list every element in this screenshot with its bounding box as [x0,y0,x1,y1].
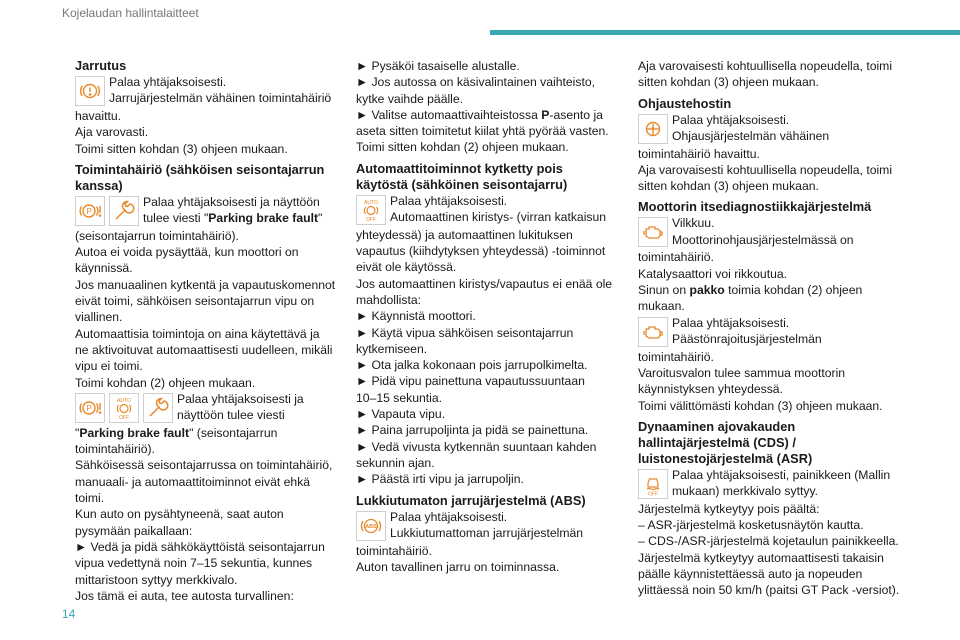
text-line: – ASR-järjestelmä kosketusnäytön kautta. [638,518,864,533]
text-line: (seisontajarrun toimintahäiriö). [75,228,239,243]
text-line: Palaa yhtäjaksoisesti. [672,315,790,330]
text-line: toimintahäiriö. [356,543,432,558]
text-line: havaittu. [75,109,122,123]
text-line: ► Vedä ja pidä sähkökäyttöistä seisontajarrun [75,539,325,554]
text-line: ► Pysäköi tasaiselle alustalle. [356,59,520,73]
brake-warning-icon [75,76,105,106]
text-line: Auton tavallinen jarru on toiminnassa. [356,559,560,574]
text-line: aseta sitten toimitetut kiilat yhtä pyörää vasten. [356,124,609,139]
text-line: sitten kohdan (3) ohjeen mukaan. [638,75,819,90]
text-line: toimi. [75,491,105,506]
parking-brake-fault-icon [75,393,105,423]
text-line: Jos tämä ei auta, tee autosta turvallinen: [75,588,294,603]
text-line: sitten kohdan (3) ohjeen mukaan. [638,179,819,194]
text-line: Järjestelmä kytkeytyy automaattisesti takaisin [638,550,884,565]
text-line: Katalysaattori voi rikkoutua. [638,266,788,281]
auto-parking-off-icon [109,393,139,423]
svg-text:ABS: ABS [365,523,377,530]
text-line: Palaa yhtäjaksoisesti. [109,75,227,89]
text-line: Palaa yhtäjaksoisesti, painikkeen (Mallin [672,467,891,482]
text-line: Aja varovasti. [75,125,149,140]
text-line: ► Päästä irti vipu ja jarrupoljin. [356,472,524,487]
column-1 [75,58,337,604]
text-line: Toimi sitten kohdan (3) ohjeen mukaan. [75,141,288,156]
svg-text:OFF: OFF [119,414,129,420]
text-line: ► Vedä vivusta kytkennän suuntaan kahden [356,439,597,454]
parking-brake-fault-icon [75,196,105,226]
section-title-abs: Lukkiutumaton jarrujärjestelmä (ABS) [356,492,586,508]
text-line: Kun auto on pysähtyneenä, saat auton [75,507,284,522]
text-line: ► Jos autossa on käsivalintainen vaihteisto, [356,75,596,90]
text-line: – CDS-/ASR-järjestelmä kojetaulun painikkeella. [638,534,899,549]
text-line: Palaa yhtäjaksoisesti ja [177,391,304,406]
text-line: toimintahäiriö. [638,250,714,265]
text-line: kytke vaihde päälle. [356,91,464,106]
text-line: toimintahäiriö havaittu. [638,146,760,161]
svg-text:P: P [86,206,92,216]
text-line: Autoa ei voida pysäyttää, kun moottori on [75,245,299,260]
text-line: Päästönrajoitusjärjestelmän [672,331,822,346]
section-title-engine-diagnostics: Moottorin itsediagnostiikkajärjestelmä [638,199,872,215]
text-line: viallinen. [75,310,123,325]
text-line: tulee viesti "Parking brake fault" [143,211,323,226]
auto-parking-off-icon [356,195,386,225]
text-line: Järjestelmä kytkeytyy pois päältä: [638,501,820,516]
svg-text:P: P [86,403,92,413]
text-line: mahdollista: [356,292,422,307]
header-accent-bar [490,30,960,35]
text-line: Aja varovaisesti kohtuullisella nopeudella, toimi [638,59,893,73]
section-title-parking-brake-fault: Toimintahäiriö (sähköisen seisontajarrun kanssa) [75,161,325,193]
text-line: mukaan) merkkivalo syttyy. [672,484,819,499]
text-line: ► Pidä vipu painettuna vapautussuuntaan [356,374,585,389]
text-line: käynnistyksen yhteydessä. [638,382,783,397]
text-line: Jarrujärjestelmän vähäinen toimintahäiriö [109,91,332,106]
text-line: Sinun on pakko toimia kohdan (2) ohjeen [638,283,863,298]
text-line: toimintahäiriö). [75,442,155,457]
text-line: "Parking brake fault" (seisontajarrun [75,425,278,440]
wrench-icon [109,196,139,226]
text-line: Varoitusvalon tulee sammua moottorin [638,365,846,380]
wrench-icon [143,393,173,423]
text-line: Palaa yhtäjaksoisesti. [390,509,508,524]
text-line: toimintahäiriö. [638,349,714,364]
text-line: kytkemiseen. [356,341,428,356]
text-line: 10–15 sekuntia. [356,390,443,405]
text-line: ► Käynnistä moottori. [356,309,476,324]
text-line: päälle käynnistettäessä auto ja nopeuden [638,567,863,582]
text-line: ► Käytä vipua sähköisen seisontajarrun [356,325,574,340]
svg-text:OFF: OFF [366,216,376,222]
text-line: vipua vedettynä noin 7–15 sekuntia, kunnes [75,556,313,571]
text-line: vipu ei toimi. [75,359,143,374]
text-line: käynnissä. [75,261,133,276]
page-number: 14 [62,607,76,621]
text-line: Jos automaattinen kiristys/vapautus ei enää ole [356,276,613,291]
column-2 [356,58,614,575]
text-line: Automaattisia toimintoja on aina käytettävä ja [75,326,320,341]
text-line: ► Ota jalka kokonaan pois jarrupolkimelta. [356,358,588,373]
text-line: ne aktivoituvat automaattisesti uudelleen, mikäli [75,342,333,357]
text-line: Moottorinohjausjärjestelmässä on [672,232,854,247]
power-steering-icon [638,114,668,144]
text-line: Vilkkuu. [672,216,715,231]
engine-check-icon [638,317,668,347]
text-line: ylittäessä noin 50 km/h (paitsi GT Pack -versiot). [638,583,900,598]
section-title-power-steering: Ohjaustehostin [638,95,732,111]
text-line: mittaristoon syttyy merkkivalo. [75,572,238,587]
text-line: Automaattinen kiristys- (virran katkaisun [390,210,607,225]
section-title-auto-functions-off: Automaattitoiminnot kytketty pois käytöstä (sähköinen seisontajarru) [356,160,568,192]
text-line: ► Vapauta vipu. [356,407,446,422]
text-line: pysymään paikallaan: [75,523,193,538]
text-line: Lukkiutumattoman jarrujärjestelmän [390,525,584,540]
text-line: Ohjausjärjestelmän vähäinen [672,128,830,143]
text-line: eivät ole käytössä. [356,260,457,275]
running-header: Kojelaudan hallintalaitteet [62,6,199,20]
text-line: Palaa yhtäjaksoisesti. [672,112,790,127]
text-line: Toimi välittömästi kohdan (3) ohjeen mukaan. [638,398,883,413]
text-line: ► Paina jarrupoljinta ja pidä se painettuna. [356,423,589,438]
section-title-braking: Jarrutus [75,58,127,73]
text-line: Palaa yhtäjaksoisesti ja näyttöön [143,194,320,209]
text-line: Aja varovaisesti kohtuullisella nopeudella, toimi [638,162,893,177]
section-title-stability-control: Dynaaminen ajovakauden hallintajärjestelmä (CDS) / luistonestojärjestelmä (ASR) [638,418,813,466]
svg-text:OFF: OFF [648,491,658,496]
text-line: Palaa yhtäjaksoisesti. [390,193,508,208]
text-line: manuaali- ja automaattitoiminnot eivät ehkä [75,474,311,489]
text-line: näyttöön tulee viesti [177,408,285,423]
stability-off-icon [638,469,668,499]
text-line: ► Valitse automaattivaihteistossa P-asento ja [356,107,603,122]
text-line: Toimi sitten kohdan (2) ohjeen mukaan. [356,140,569,155]
engine-check-icon [638,217,668,247]
column-3 [638,58,900,599]
text-line: Toimi kohdan (2) ohjeen mukaan. [75,375,256,390]
text-line: vapautus (kiihdytyksen yhteydessä) -toiminnot [356,244,606,259]
text-line: Sähköisessä seisontajarrussa on toimintahäiriö, [75,458,333,473]
text-line: yhteydessä) ja automaattinen lukituksen [356,227,573,242]
text-line: sekunnin ajan. [356,455,435,470]
svg-text:AUTO: AUTO [117,397,131,404]
svg-text:AUTO: AUTO [364,199,378,206]
text-line: mukaan. [638,299,685,314]
text-line: eivät toimi, sähköisen seisontajarrun vipu on [75,294,315,309]
abs-icon [356,511,386,541]
text-line: Jos manuaalinen kytkentä ja vapautuskomennot [75,277,336,292]
